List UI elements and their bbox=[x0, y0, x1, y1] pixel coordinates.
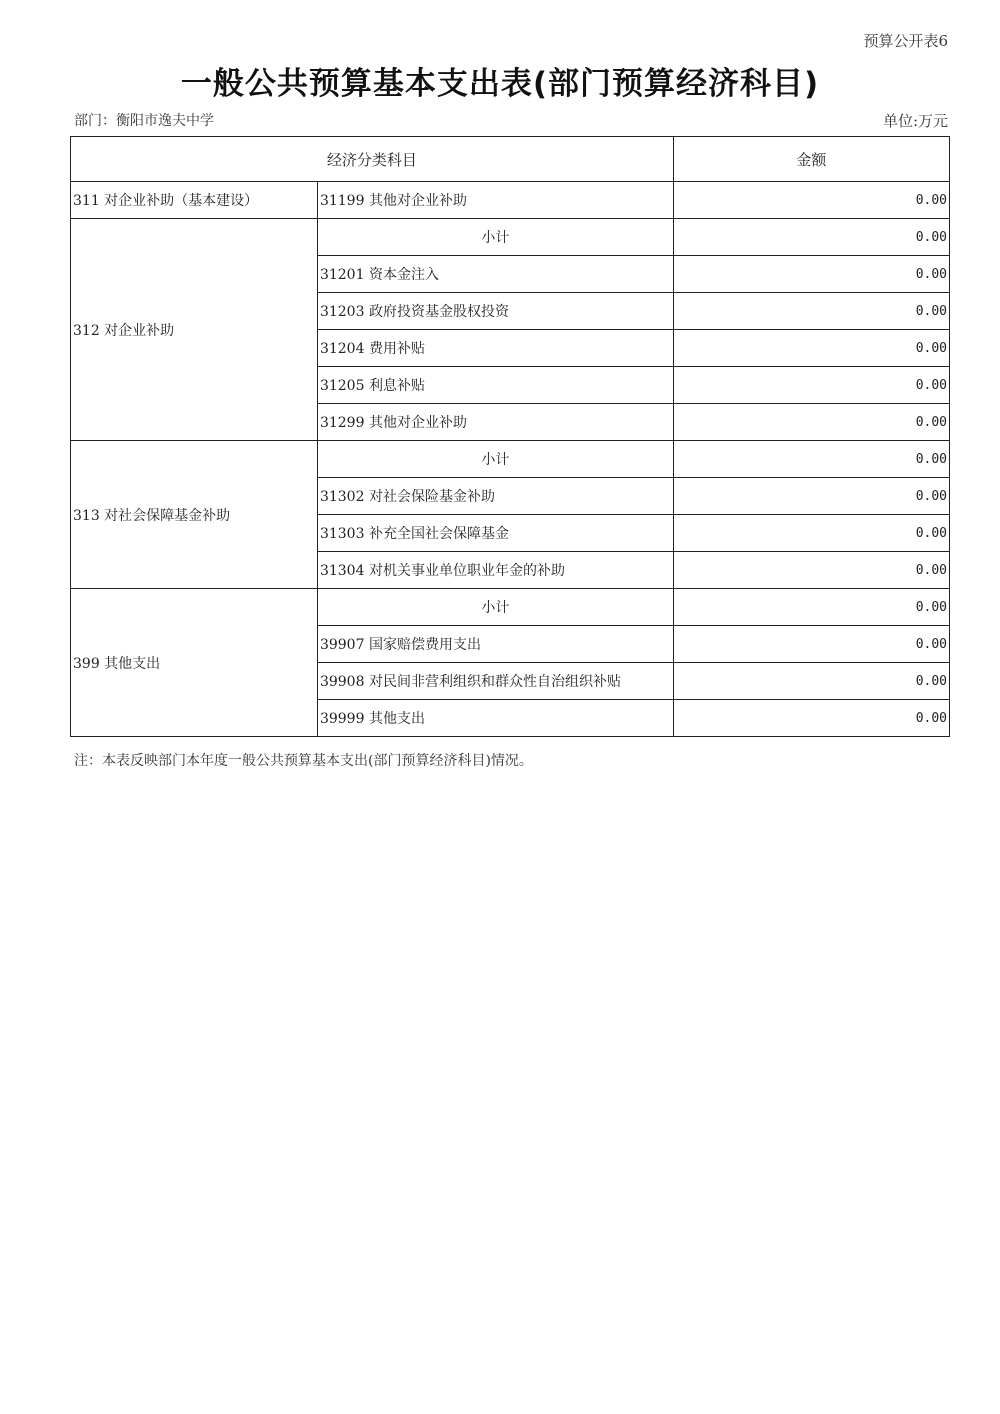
amount-cell: 0.00 bbox=[673, 515, 949, 552]
item-cell: 31299 其他对企业补助 bbox=[317, 404, 673, 441]
item-cell: 31201 资本金注入 bbox=[317, 256, 673, 293]
amount-cell: 0.00 bbox=[673, 182, 949, 219]
item-cell: 31302 对社会保险基金补助 bbox=[317, 478, 673, 515]
table-row bbox=[71, 441, 950, 478]
category-cell: 312 对企业补助 bbox=[71, 219, 318, 441]
item-cell: 31205 利息补贴 bbox=[317, 367, 673, 404]
item-cell: 31204 费用补贴 bbox=[317, 330, 673, 367]
header-amount: 金额 bbox=[673, 137, 949, 182]
unit-label: 单位:万元 bbox=[882, 112, 948, 130]
table-row bbox=[71, 182, 950, 219]
item-cell: 39999 其他支出 bbox=[317, 700, 673, 737]
item-cell: 39908 对民间非营利组织和群众性自治组织补贴 bbox=[317, 663, 673, 700]
amount-cell: 0.00 bbox=[673, 293, 949, 330]
category-cell: 311 对企业补助（基本建设） bbox=[71, 182, 318, 219]
subtotal-cell: 小计 bbox=[317, 441, 673, 478]
budget-table bbox=[70, 136, 950, 737]
table-row bbox=[71, 589, 950, 626]
item-cell: 31303 补充全国社会保障基金 bbox=[317, 515, 673, 552]
page-title: 一般公共预算基本支出表(部门预算经济科目) bbox=[180, 66, 820, 102]
item-cell: 31304 对机关事业单位职业年金的补助 bbox=[317, 552, 673, 589]
category-cell: 313 对社会保障基金补助 bbox=[71, 441, 318, 589]
amount-cell: 0.00 bbox=[673, 219, 949, 256]
item-cell: 31199 其他对企业补助 bbox=[317, 182, 673, 219]
category-cell: 399 其他支出 bbox=[71, 589, 318, 737]
table-row bbox=[71, 219, 950, 256]
amount-cell: 0.00 bbox=[673, 663, 949, 700]
amount-cell: 0.00 bbox=[673, 404, 949, 441]
subtotal-cell: 小计 bbox=[317, 219, 673, 256]
item-cell: 31203 政府投资基金股权投资 bbox=[317, 293, 673, 330]
header-economic-category: 经济分类科目 bbox=[71, 137, 674, 182]
department-label: 部门：衡阳市逸夫中学 bbox=[74, 113, 214, 129]
form-number: 预算公开表6 bbox=[863, 32, 948, 50]
amount-cell: 0.00 bbox=[673, 441, 949, 478]
subtotal-cell: 小计 bbox=[317, 589, 673, 626]
item-cell: 39907 国家赔偿费用支出 bbox=[317, 626, 673, 663]
footnote: 注：本表反映部门本年度一般公共预算基本支出(部门预算经济科目)情况。 bbox=[74, 753, 533, 769]
amount-cell: 0.00 bbox=[673, 700, 949, 737]
table-header-row bbox=[71, 137, 950, 182]
amount-cell: 0.00 bbox=[673, 367, 949, 404]
amount-cell: 0.00 bbox=[673, 552, 949, 589]
amount-cell: 0.00 bbox=[673, 256, 949, 293]
amount-cell: 0.00 bbox=[673, 589, 949, 626]
amount-cell: 0.00 bbox=[673, 330, 949, 367]
amount-cell: 0.00 bbox=[673, 626, 949, 663]
amount-cell: 0.00 bbox=[673, 478, 949, 515]
